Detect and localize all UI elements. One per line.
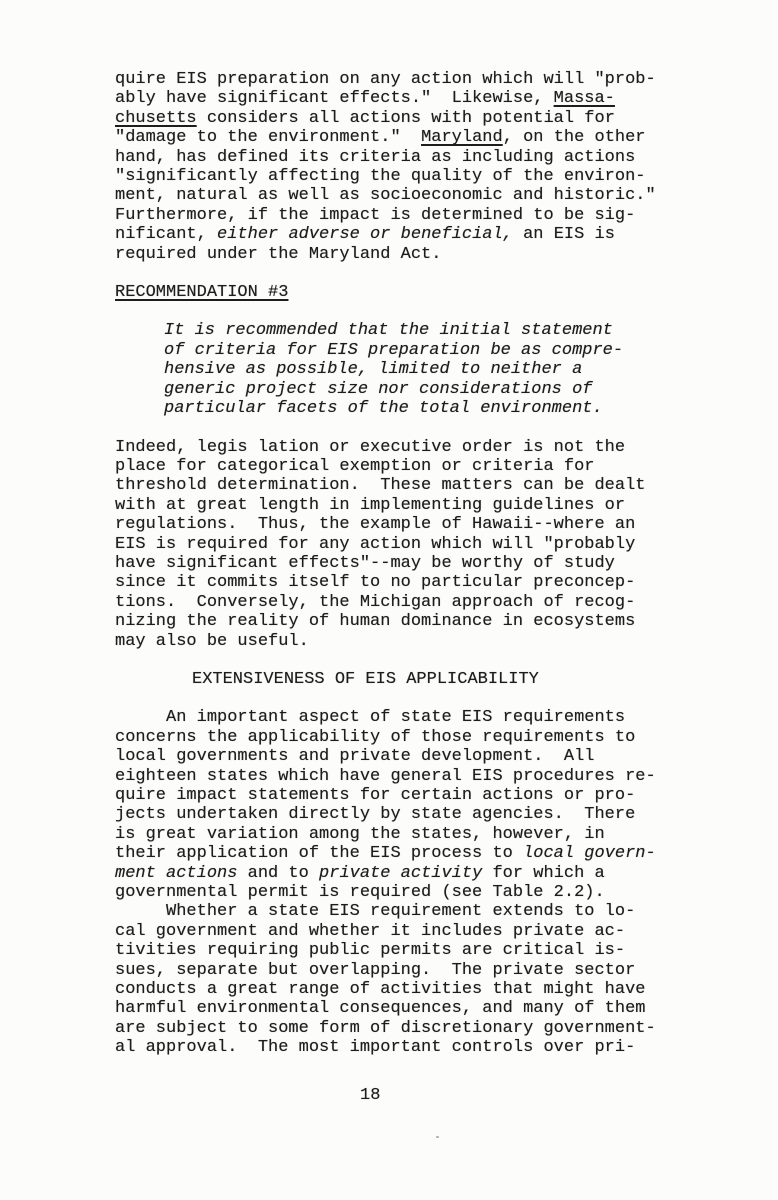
text-line bbox=[115, 206, 695, 225]
text-run: cal government and whether it includes private ac- bbox=[115, 921, 626, 941]
text-line bbox=[115, 457, 695, 476]
text-run: concerns the applicability of those requirements to bbox=[115, 727, 636, 747]
text-line bbox=[115, 844, 695, 863]
text-line bbox=[115, 167, 695, 186]
text-line bbox=[115, 999, 695, 1018]
text-run: jects undertaken directly by state agencies. There bbox=[115, 805, 636, 825]
text-run: since it commits itself to no particular preconcep- bbox=[115, 573, 636, 593]
italic-text: generic project size nor considerations of bbox=[164, 379, 593, 399]
text-run: EXTENSIVENESS OF EIS APPLICABILITY bbox=[192, 669, 539, 689]
text-line bbox=[115, 825, 695, 844]
extensiveness-paragraphs bbox=[115, 708, 695, 1057]
text-line bbox=[115, 902, 695, 921]
text-run: regulations. Thus, the example of Hawaii--where an bbox=[115, 515, 636, 535]
text-line bbox=[192, 670, 695, 689]
italic-text: It is recommended that the initial statement bbox=[164, 321, 613, 341]
text-run: governmental permit is required (see Table 2.2). bbox=[115, 883, 605, 903]
text-line bbox=[115, 186, 695, 205]
text-run: and to bbox=[237, 863, 320, 883]
text-run: An important aspect of state EIS requirements bbox=[115, 708, 626, 728]
text-line bbox=[164, 321, 695, 340]
text-run: Whether a state EIS requirement extends to lo- bbox=[115, 902, 636, 922]
text-line bbox=[115, 612, 695, 631]
text-run: nificant, bbox=[115, 225, 218, 245]
italic-text: particular facets of the total environment. bbox=[164, 399, 603, 419]
text-line bbox=[115, 805, 695, 824]
text-run: have significant effects"--may be worthy of study bbox=[115, 553, 615, 573]
text-line bbox=[115, 961, 695, 980]
text-line bbox=[115, 883, 695, 902]
text-line bbox=[115, 1019, 695, 1038]
opening-paragraph bbox=[115, 70, 695, 264]
text-line bbox=[164, 360, 695, 379]
text-run: nizing the reality of human dominance in ecosystems bbox=[115, 612, 636, 632]
text-run: is great variation among the states, however, in bbox=[115, 824, 605, 844]
text-line bbox=[115, 728, 695, 747]
page-number: 18 bbox=[360, 1085, 381, 1105]
text-run: ably have significant effects." Likewise, bbox=[115, 89, 554, 109]
text-run: eighteen states which have general EIS procedures re- bbox=[115, 766, 656, 786]
text-line bbox=[115, 515, 695, 534]
text-run: EIS is required for any action which will "probably bbox=[115, 534, 636, 554]
text-line bbox=[115, 476, 695, 495]
text-run: quire EIS preparation on any action which will "prob- bbox=[115, 70, 656, 89]
text-line bbox=[115, 438, 695, 457]
text-line bbox=[115, 225, 695, 244]
text-run: threshold determination. These matters can be dealt bbox=[115, 476, 646, 496]
text-line bbox=[115, 632, 695, 651]
italic-text: ment actions bbox=[115, 863, 238, 883]
text-line bbox=[115, 864, 695, 883]
text-run: their application of the EIS process to bbox=[115, 844, 524, 864]
text-line bbox=[115, 767, 695, 786]
text-run: quire impact statements for certain actions or pro- bbox=[115, 786, 636, 805]
italic-text: either adverse or beneficial, bbox=[217, 225, 513, 245]
italic-text: private activity bbox=[319, 863, 483, 883]
text-line bbox=[115, 148, 695, 167]
discussion-paragraph bbox=[115, 438, 695, 651]
text-line bbox=[115, 980, 695, 999]
text-run: an EIS is bbox=[512, 225, 615, 245]
text-line bbox=[115, 245, 695, 264]
italic-text: local govern- bbox=[523, 844, 656, 864]
text-run: "significantly affecting the quality of the environ- bbox=[115, 167, 646, 187]
text-run: hand, has defined its criteria as including actions bbox=[115, 147, 636, 167]
text-line bbox=[115, 70, 695, 89]
underlined-text: Maryland bbox=[421, 128, 503, 148]
recommendation-3-text bbox=[115, 321, 695, 418]
text-run: may also be useful. bbox=[115, 631, 309, 651]
text-run: Indeed, legis lation or executive order is not the bbox=[115, 437, 626, 457]
text-run: al approval. The most important controls over pri- bbox=[115, 1038, 636, 1058]
text-line bbox=[115, 573, 695, 592]
text-line bbox=[115, 283, 695, 302]
text-run: ment, natural as well as socioeconomic and historic." bbox=[115, 186, 656, 206]
italic-text: hensive as possible, limited to neither a bbox=[164, 360, 583, 380]
underlined-text: chusetts bbox=[115, 108, 197, 128]
recommendation-3-heading bbox=[115, 283, 695, 302]
text-run: required under the Maryland Act. bbox=[115, 244, 442, 264]
text-line bbox=[115, 535, 695, 554]
text-line bbox=[115, 747, 695, 766]
text-run: place for categorical exemption or criteria for bbox=[115, 456, 595, 476]
text-run: for which a bbox=[482, 863, 605, 883]
text-line bbox=[164, 341, 695, 360]
text-column bbox=[115, 70, 695, 1105]
text-run: , on the other bbox=[502, 128, 646, 148]
text-run: sues, separate but overlapping. The private sector bbox=[115, 960, 636, 980]
text-line bbox=[115, 593, 695, 612]
text-line bbox=[115, 109, 695, 128]
text-line bbox=[115, 922, 695, 941]
text-line bbox=[115, 1038, 695, 1057]
extensiveness-section-heading bbox=[115, 670, 695, 689]
text-line bbox=[115, 554, 695, 573]
text-run: are subject to some form of discretionary government- bbox=[115, 1018, 656, 1038]
text-run: local governments and private development. All bbox=[115, 747, 595, 767]
italic-text: of criteria for EIS preparation be as compre- bbox=[164, 340, 624, 360]
text-run: considers all actions with potential for bbox=[196, 108, 615, 128]
text-line bbox=[115, 786, 695, 805]
text-line bbox=[164, 380, 695, 399]
underlined-text: Massa- bbox=[553, 89, 615, 109]
text-line bbox=[115, 128, 695, 147]
text-run: Furthermore, if the impact is determined to be sig- bbox=[115, 205, 636, 225]
text-line bbox=[115, 496, 695, 515]
underlined-text: RECOMMENDATION #3 bbox=[115, 283, 289, 303]
text-run: conducts a great range of activities that might have bbox=[115, 980, 646, 1000]
text-run: with at great length in implementing guidelines or bbox=[115, 495, 626, 515]
text-run: "damage to the environment." bbox=[115, 128, 422, 148]
scan-artifact-dot bbox=[436, 1136, 439, 1138]
text-line bbox=[115, 708, 695, 727]
text-run: tions. Conversely, the Michigan approach of recog- bbox=[115, 592, 636, 612]
text-line bbox=[164, 399, 695, 418]
text-run: tivities requiring public permits are critical is- bbox=[115, 941, 626, 961]
text-line bbox=[115, 89, 695, 108]
text-line bbox=[115, 941, 695, 960]
text-run: harmful environmental consequences, and many of them bbox=[115, 999, 646, 1019]
